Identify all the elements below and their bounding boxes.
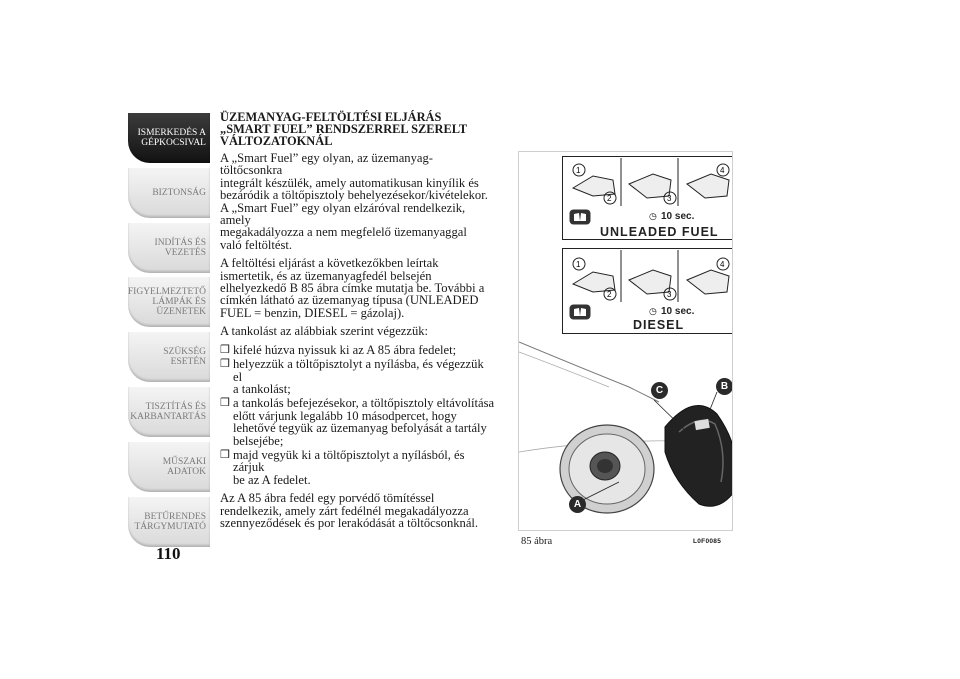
tab-inditas[interactable]: INDÍTÁS ÉS VEZETÉS xyxy=(128,223,210,273)
tab-tisztitas[interactable]: TISZTÍTÁS ÉS KARBANTARTÁS xyxy=(128,387,210,437)
tab-figyelmezteto[interactable]: FIGYELMEZTETŐ LÁMPÁK ÉS ÜZENETEK xyxy=(128,277,210,327)
step-number-3: 3 xyxy=(667,290,672,299)
checkbox-bullet-icon: ❒ xyxy=(220,343,230,356)
page-number: 110 xyxy=(156,544,181,563)
refuel-steps-illustration xyxy=(563,158,733,208)
fuel-type-title: DIESEL xyxy=(633,318,685,332)
timer-label: 10 sec. xyxy=(661,211,695,222)
manual-book-icon xyxy=(569,304,591,320)
list-item-text: majd vegyük ki a töltőpisztolyt a nyílásból, és zárjuk be az A fedelet. xyxy=(233,447,465,487)
unleaded-fuel-label xyxy=(562,156,733,240)
figure-85 xyxy=(518,151,733,531)
checkbox-bullet-icon: ❒ xyxy=(220,358,230,371)
callout-b: B xyxy=(716,378,733,395)
step-number-4: 4 xyxy=(720,166,725,175)
list-item-text: a tankolás befejezésekor, a töltőpisztoly eltávolítása előtt várjunk legalább 10 másodpercet, hogy lehetővé tegyük az üzemanyag befolyását a tartály belsejébe; xyxy=(233,396,495,448)
paragraph-intro: A „Smart Fuel” egy olyan, az üzemanyag-töltőcsonkra integrált készülék, amely automatikusan kinyílik és bezáródik a töltőpisztoly behelyezésekor/kivételekor. A „Smart Fuel” egy olyan elzáróval rendelkezik, amely megakadályozza a nem megfelelő üzemanyaggal való feltöltést. xyxy=(220,151,488,252)
manual-book-icon xyxy=(569,209,591,225)
clock-icon: ◷ xyxy=(649,211,657,221)
timer-label: 10 sec. xyxy=(661,306,695,317)
section-heading: ÜZEMANYAG-FELTÖLTÉSI ELJÁRÁS „SMART FUEL” RENDSZERREL SZERELT VÁLTOZATOKNÁL xyxy=(220,110,468,148)
paragraph-procedure: A feltöltési eljárást a következőkben leírtak ismertetik, és az üzemanyagfedél belsején elhelyezkedő B 85 ábra címke mutatja be. További a címkén látható az üzemanyag típusa (UNLEADED FUEL = benzin, DIESEL = gázolaj). xyxy=(220,256,485,320)
main-text xyxy=(220,111,495,535)
tab-ismerkedes[interactable]: ISMERKEDÉS A GÉPKOCSIVAL xyxy=(128,113,210,163)
clock-icon: ◷ xyxy=(649,306,657,316)
step-number-1: 1 xyxy=(576,260,581,269)
step-number-4: 4 xyxy=(720,260,725,269)
fuel-type-title: UNLEADED FUEL xyxy=(600,225,719,239)
figure-caption: 85 ábra xyxy=(521,536,553,547)
diesel-label xyxy=(562,248,733,334)
list-item xyxy=(220,358,495,395)
list-item xyxy=(220,449,495,486)
paragraph-seal: Az A 85 ábra fedél egy porvédő tömítéssel rendelkezik, amely zárt fedélnél megakadályozza szennyeződések és por lerakódását a töltőcsonknál. xyxy=(220,491,479,530)
checkbox-bullet-icon: ❒ xyxy=(220,448,230,461)
callout-a: A xyxy=(569,496,586,513)
tab-betrend[interactable]: BETŰRENDES TÁRGYMUTATÓ xyxy=(128,497,210,547)
steps-list xyxy=(220,344,495,486)
step-number-2: 2 xyxy=(607,194,612,203)
step-number-1: 1 xyxy=(576,166,581,175)
figure-code: L0F0085 xyxy=(693,538,722,545)
paragraph-steps-intro: A tankolást az alábbiak szerint végezzük: xyxy=(220,324,429,339)
step-number-3: 3 xyxy=(667,194,672,203)
tab-biztonsag[interactable]: BIZTONSÁG xyxy=(128,168,210,218)
checkbox-bullet-icon: ❒ xyxy=(220,397,230,410)
list-item-text: helyezzük a töltőpisztolyt a nyílásba, és végezzük el a tankolást; xyxy=(233,357,484,396)
list-item xyxy=(220,344,495,356)
list-item xyxy=(220,397,495,447)
step-number-2: 2 xyxy=(607,290,612,299)
tab-szukseg[interactable]: SZÜKSÉG ESETÉN xyxy=(128,332,210,382)
list-item-text: kifelé húzva nyissuk ki az A 85 ábra fedelet; xyxy=(233,342,457,357)
refuel-steps-illustration xyxy=(563,250,733,304)
callout-c: C xyxy=(651,382,668,399)
tab-muszaki[interactable]: MŰSZAKI ADATOK xyxy=(128,442,210,492)
